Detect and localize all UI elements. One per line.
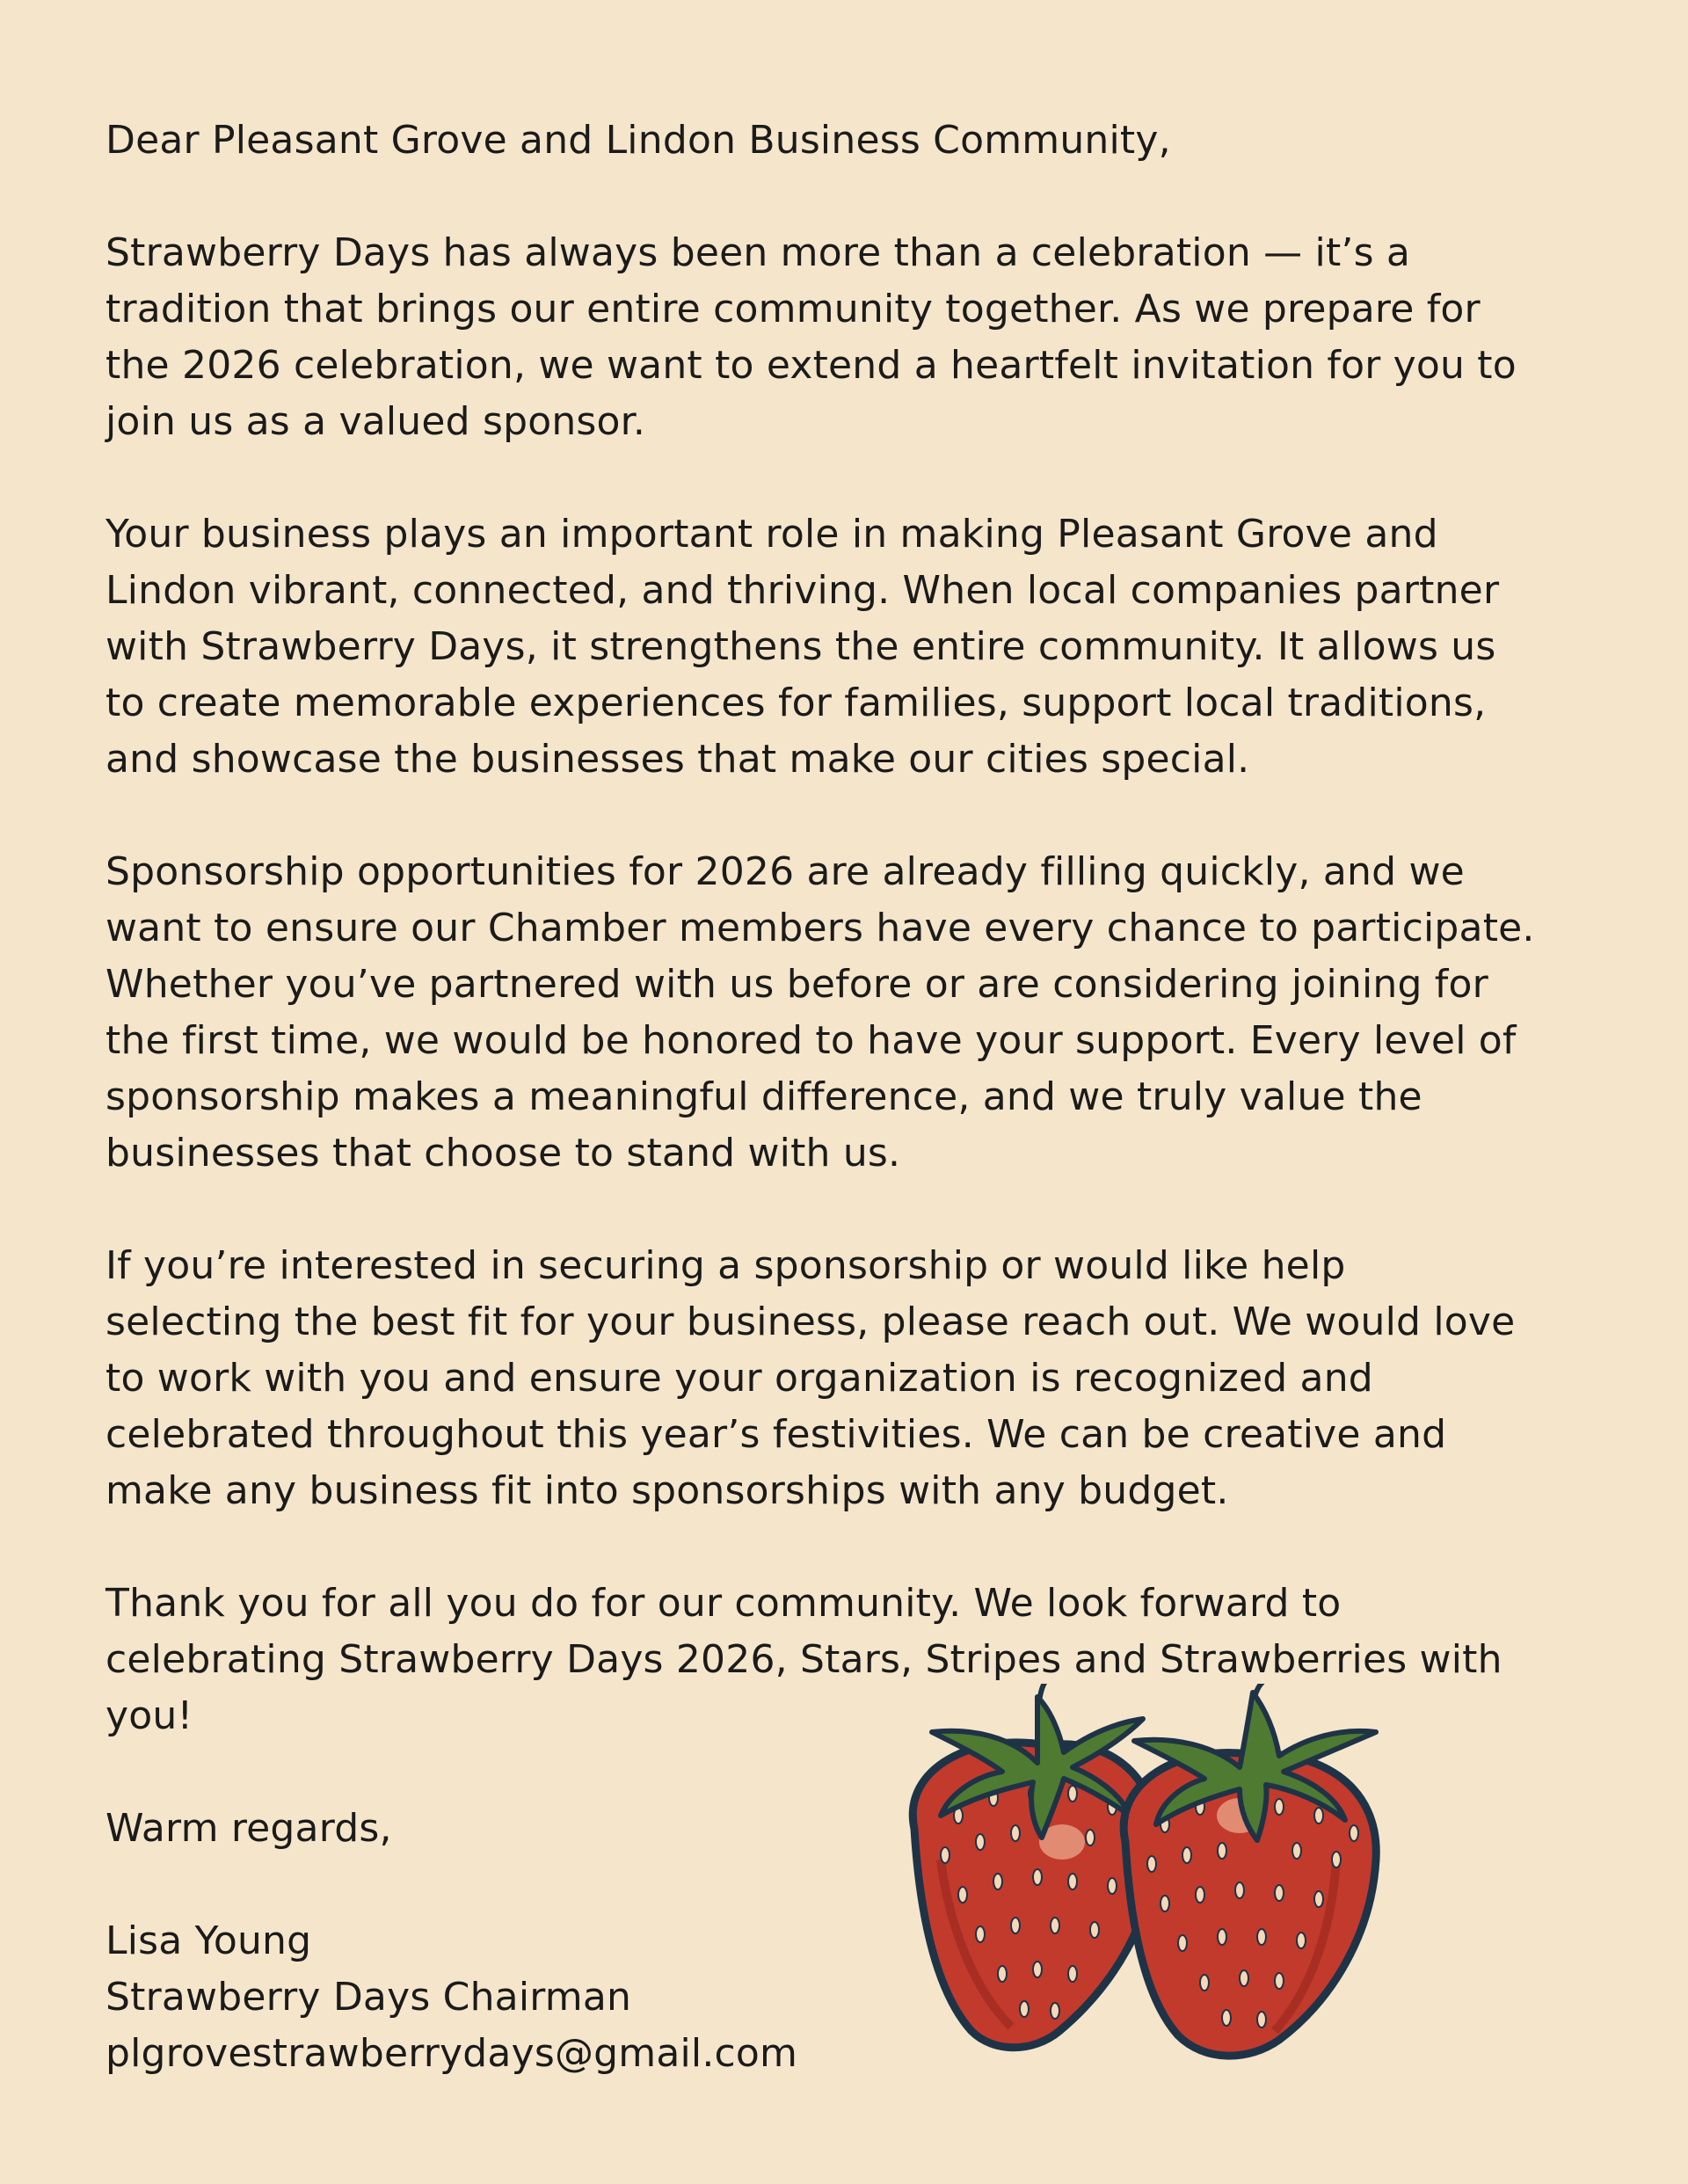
signature-title: Strawberry Days Chairman: [106, 1975, 632, 2020]
paragraph-line: tradition that brings our entire community together. As we prepare for: [106, 287, 1481, 331]
paragraph-1: [106, 225, 1600, 450]
salutation: [106, 113, 1600, 169]
paragraph-line: Your business plays an important role in making Pleasant Grove and: [106, 512, 1438, 557]
paragraph-line: Whether you’ve partnered with us before or are considering joining for: [106, 962, 1488, 1007]
paragraph-line: celebrated throughout this year’s festivities. We can be creative and: [106, 1412, 1447, 1457]
paragraph-line: to work with you and ensure your organization is recognized and: [106, 1356, 1373, 1401]
signature-email: plgrovestrawberrydays@gmail.com: [106, 2031, 798, 2076]
right-strawberry-icon: [1124, 1684, 1376, 2056]
signature-name: Lisa Young: [106, 1918, 312, 1963]
paragraph-4: [106, 1238, 1600, 1519]
paragraph-line: with Strawberry Days, it strengthens the entire community. It allows us: [106, 624, 1496, 669]
paragraph-line: join us as a valued sponsor.: [106, 399, 646, 444]
salutation-text: Dear Pleasant Grove and Lindon Business Community,: [106, 118, 1171, 163]
paragraph-line: selecting the best fit for your business, please reach out. We would love: [106, 1299, 1516, 1344]
paragraph-line: Thank you for all you do for our community. We look forward to: [106, 1581, 1342, 1626]
paragraph-line: Lindon vibrant, connected, and thriving. When local companies partner: [106, 568, 1500, 613]
paragraph-line: celebrating Strawberry Days 2026, Stars, Stripes and Strawberries with: [106, 1637, 1502, 1682]
paragraph-2: [106, 506, 1600, 788]
paragraph-3: [106, 844, 1600, 1182]
paragraph-line: Strawberry Days has always been more than a celebration — it’s a: [106, 230, 1411, 275]
paragraph-line: businesses that choose to stand with us.: [106, 1131, 901, 1176]
strawberries-illustration: [879, 1684, 1415, 2071]
paragraph-line: you!: [106, 1693, 193, 1738]
paragraph-line: Sponsorship opportunities for 2026 are already filling quickly, and we: [106, 849, 1465, 894]
paragraph-line: and showcase the businesses that make our cities special.: [106, 737, 1250, 782]
paragraph-line: the 2026 celebration, we want to extend a heartfelt invitation for you to: [106, 343, 1517, 388]
paragraph-line: make any business fit into sponsorships with any budget.: [106, 1468, 1229, 1513]
paragraph-line: to create memorable experiences for families, support local traditions,: [106, 681, 1487, 725]
paragraph-line: sponsorship makes a meaningful difference, and we truly value the: [106, 1074, 1422, 1119]
paragraph-line: the first time, we would be honored to have your support. Every level of: [106, 1018, 1517, 1063]
paragraph-line: If you’re interested in securing a sponsorship or would like help: [106, 1243, 1346, 1288]
closing-text: Warm regards,: [106, 1806, 392, 1851]
left-strawberry-icon: [913, 1684, 1156, 2048]
paragraph-line: want to ensure our Chamber members have every chance to participate.: [106, 906, 1535, 950]
